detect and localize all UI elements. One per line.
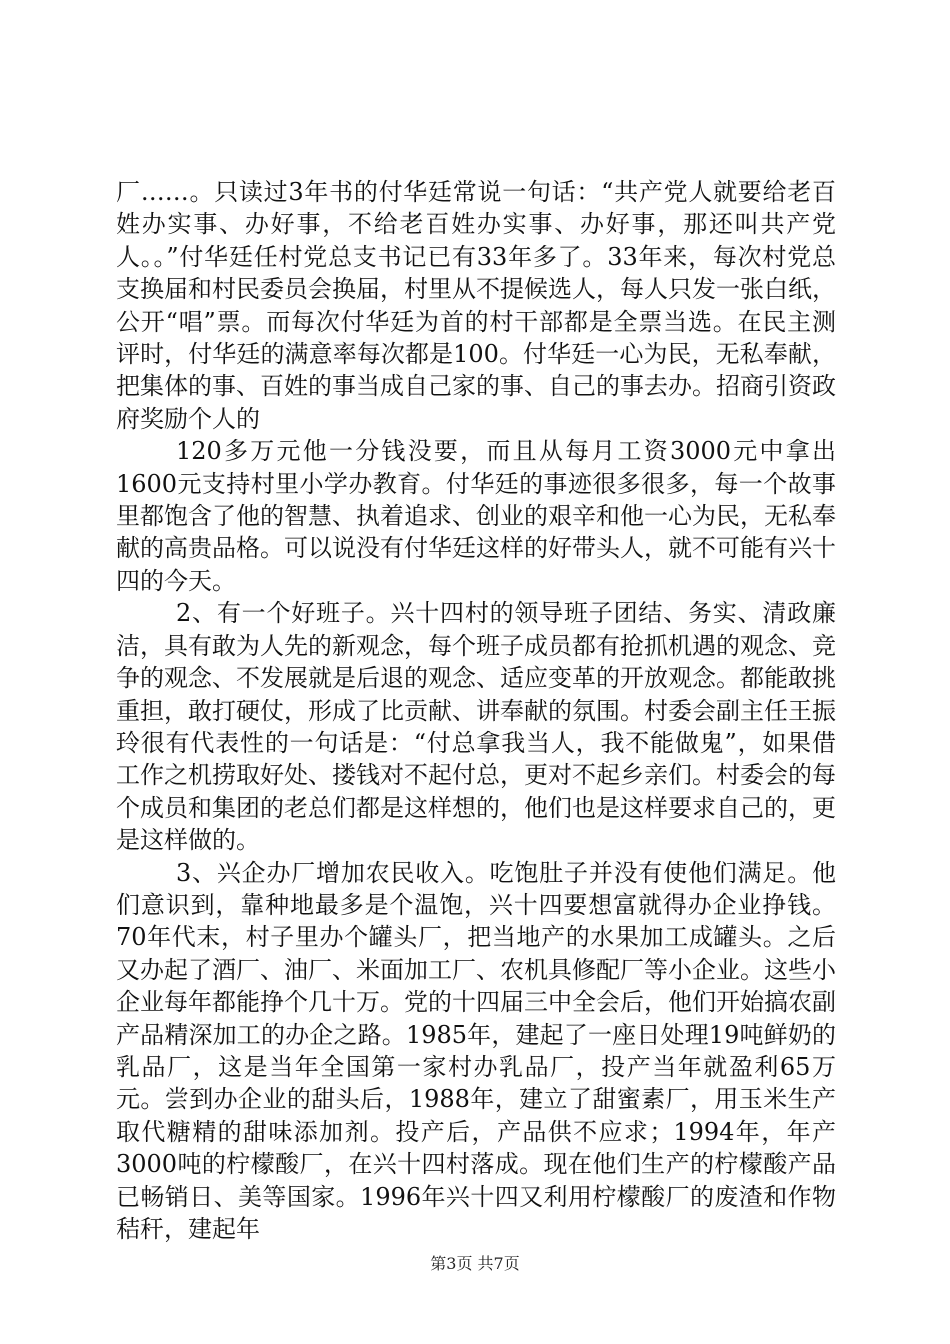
paragraph-4: 3、兴企办厂增加农民收入。吃饱肚子并没有使他们满足。他们意识到，靠种地最多是个温饱，兴十四要想富就得办企业挣钱。70年代末，村子里办个罐头厂，把当地产的水果加工成罐头。之后又办起了酒厂、油厂、米面加工厂、农机具修配厂等小企业。这些小企业每年都能挣个几十万。党的十四届三中全会后，他们开始搞农副产品精深加工的办企之路。1985年，建起了一座日处理19吨鲜奶的乳品厂，这是当年全国第一家村办乳品厂，投产当年就盈利65万元。尝到办企业的甜头后，1988年，建立了甜蜜素厂，用玉米生产取代糖精的甜味添加剂。投产后，产品供不应求；1994年，年产3000吨的柠檬酸厂，在兴十四村落成。现在他们生产的柠檬酸产品已畅销日、美等国家。1996年兴十四又利用柠檬酸厂的废渣和作物秸秆，建起年 [116, 858, 836, 1243]
page-footer: 第3页 共7页 [430, 1254, 520, 1273]
document-body [116, 176, 836, 1245]
paragraph-2: 120多万元他一分钱没要，而且从每月工资3000元中拿出1600元支持村里小学办教育。付华廷的事迹很多很多，每一个故事里都饱含了他的智慧、执着追求、创业的艰辛和他一心为民，无私奉献的高贵品格。可以说没有付华廷这样的好带头人，就不可能有兴十四的今天。 [116, 437, 836, 595]
paragraph-3: 2、有一个好班子。兴十四村的领导班子团结、务实、清政廉洁，具有敢为人先的新观念，每个班子成员都有抢抓机遇的观念、竞争的观念、不发展就是后退的观念、适应变革的开放观念。都能敢挑重担，敢打硬仗，形成了比贡献、讲奉献的氛围。村委会副主任王振玲很有代表性的一句话是：“付总拿我当人，我不能做鬼”，如果借工作之机捞取好处、搂钱对不起付总，更对不起乡亲们。村委会的每个成员和集团的老总们都是这样想的，他们也是这样要求自己的，更是这样做的。 [116, 599, 836, 855]
paragraph-1: 厂……。只读过3年书的付华廷常说一句话：“共产党人就要给老百姓办实事、办好事，不给老百姓办实事、办好事，那还叫共产党人。。”付华廷任村党总支书记已有33年多了。33年来，每次村党总支换届和村民委员会换届，村里从不提候选人，每人只发一张白纸，公开“唱”票。而每次付华廷为首的村干部都是全票当选。在民主测评时，付华廷的满意率每次都是100。付华廷一心为民，无私奉献，把集体的事、百姓的事当成自己家的事、自己的事去办。招商引资政府奖励个人的 [116, 178, 836, 433]
